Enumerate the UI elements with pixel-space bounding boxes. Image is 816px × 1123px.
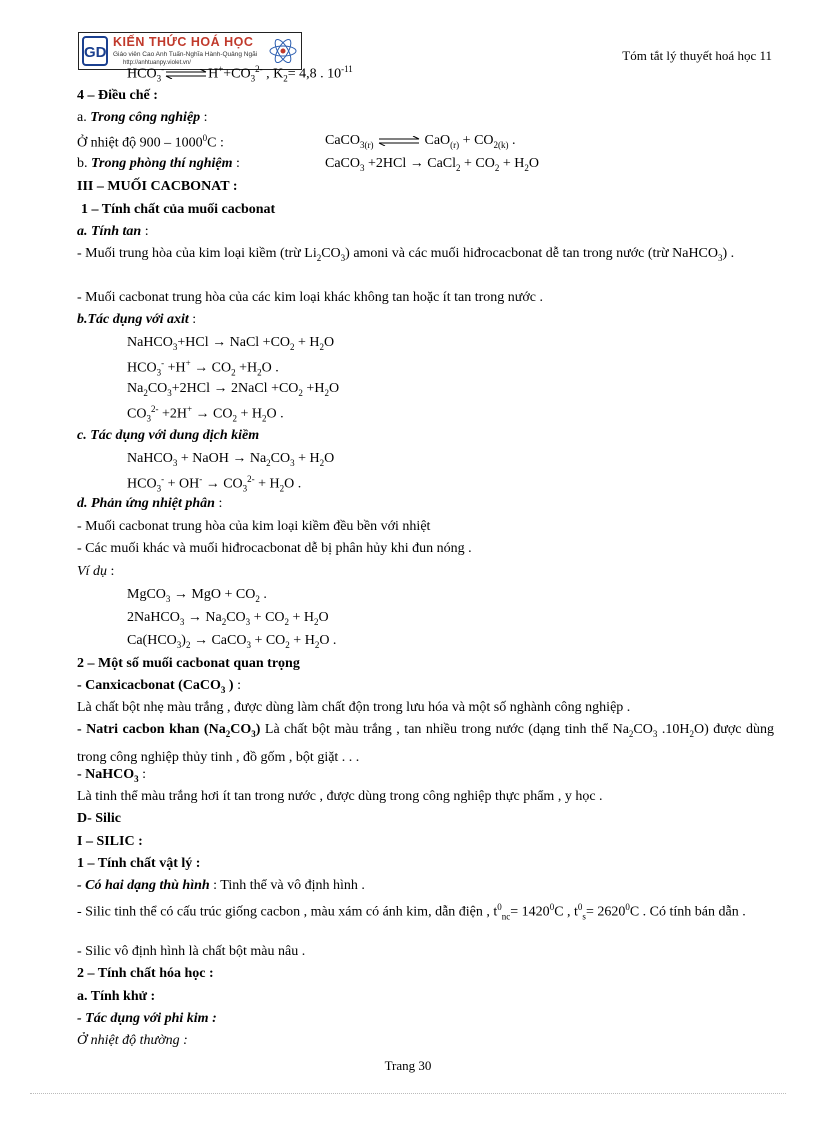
footer-divider: [30, 1093, 786, 1094]
d-equation-1: MgCO$_3$ → MgO + $CO_2$ .: [127, 587, 267, 604]
document-title: Tóm tắt lý thuyết hoá học 11: [622, 48, 772, 63]
a-paragraph-2: - Muối cacbonat trung hòa của các kim loại khác không tan hoặc ít tan trong nước .: [77, 290, 543, 305]
logo-subtitle: Giáo viên Cao Anh Tuấn-Nghĩa Hành-Quảng Ngãi: [113, 51, 258, 58]
b-equation-1: NaHCO$_3$+HCl → NaCl $+CO_2 + H_2O$: [127, 335, 335, 352]
c-equation-1: NaHCO$_3$ + NaOH → $Na_2CO_3 + H_2O$: [127, 451, 335, 468]
logo-title: KIẾN THỨC HOÁ HỌC: [113, 35, 254, 49]
d-title: d. Phản ứng nhiệt phân :: [77, 496, 223, 511]
chemical-title: 2 – Tính chất hóa học :: [77, 966, 214, 981]
na2co3-paragraph: - Natri cacbon khan $(Na_2CO_3)$ Là chất bột màu trắng , tan nhiều trong nước (dạng tinh thể $Na_2CO_3$ $.10H_2O$) được dùng trong công nghiệp thủy tinh , đồ gốm , bột giặt . . .: [77, 722, 774, 765]
physical-paragraph-3: - Silic vô định hình là chất bột màu nâu .: [77, 944, 306, 959]
section-iii-2-title: 2 – Một số muối cacbonat quan trọng: [77, 656, 300, 671]
a-title: a. Tính tan :: [77, 224, 149, 239]
section-iii-title: III – MUỐI CACBONAT :: [77, 179, 238, 194]
lab-equation: CaCO$_3$ +2HCl → CaCl$_2$ + $CO_2 + H_2O$: [325, 156, 539, 173]
equilibrium-arrow-icon: [377, 136, 421, 146]
c-title: c. Tác dụng với dung dịch kiềm: [77, 428, 260, 443]
c-equation-2: $HCO_3^- + OH^- \to CO_3^{2-} + H_2O$ .: [127, 474, 302, 494]
room-temp-label: Ở nhiệt độ thường :: [77, 1033, 188, 1048]
example-label: Ví dụ :: [77, 564, 115, 579]
k2-equation: $HCO_3^-$ $H^++CO_3^{2-}$ , $K_2= 4,8$ . $10^{-11}$: [127, 64, 353, 84]
lab-heading: b. Trong phòng thí nghiệm :: [77, 156, 240, 171]
atom-icon: [268, 36, 298, 66]
physical-paragraph-2: - Silic tinh thể có cấu trúc giống cacbon , màu xám có ánh kim, dẫn điện , $t^0_{nc}= 1420^0C$ , $t^0_s= 2620^0C$ . Có tính bán dẫn .: [77, 902, 746, 922]
silic-title: I – SILIC :: [77, 834, 143, 849]
nonmetal-title: - Tác dụng với phi kim :: [77, 1011, 217, 1026]
d-equation-2: 2NaHCO$_3$ → $Na_2CO_3 + CO_2 + H_2O$: [127, 610, 329, 627]
d-equation-3: $Ca(HCO_3)_2$ → CaCO$_3$ + $CO_2 + H_2O$ .: [127, 633, 337, 650]
nahco3-heading: - NaHCO$_3$ :: [77, 767, 147, 784]
section-4-title: 4 – Điều chế :: [77, 88, 158, 103]
b-equation-3: $Na_2CO_3+2HCl$ → 2NaCl $+CO_2 +H_2O$: [127, 381, 340, 398]
b-equation-4: $CO_3^{2-} +2H^+ \to CO_2 + H_2O$ .: [127, 404, 284, 424]
section-d-title: D- Silic: [77, 811, 121, 826]
b-equation-2: $HCO_3^- +H^+ \to CO_2 +H_2O$ .: [127, 358, 279, 378]
physical-title: 1 – Tính chất vật lý :: [77, 856, 201, 871]
reducing-title: a. Tính khử :: [77, 989, 156, 1004]
page-number: Trang 30: [384, 1058, 432, 1073]
caco3-heading: - Canxicacbonat (CaCO$_3$ ) :: [77, 678, 241, 695]
b-title: b.Tác dụng với axit :: [77, 312, 197, 327]
equilibrium-arrow-icon: [164, 69, 208, 79]
nahco3-text: Là tinh thể màu trắng hơi ít tan trong nước , được dùng trong công nghiệp thực phẩm , y học .: [77, 789, 603, 804]
logo-url: http://anhtuanpy.violet.vn/: [123, 60, 191, 66]
logo-mark: GD: [82, 36, 108, 66]
caco3-decomposition-equation: CaCO$_{3(r)}$ $CaO_{(r)} + CO_{2(k)}$ .: [325, 133, 516, 150]
industry-heading: a. Trong công nghiệp :: [77, 110, 208, 125]
d-paragraph-2: - Các muối khác và muối hiđrocacbonat dễ bị phân hủy khi đun nóng .: [77, 541, 472, 556]
d-paragraph-1: - Muối cacbonat trung hòa của kim loại kiềm đều bền với nhiệt: [77, 519, 431, 534]
temperature-line: Ở nhiệt độ 900 – 1000$^0$C :: [77, 133, 224, 151]
section-iii-1-title: 1 – Tính chất của muối cacbonat: [81, 202, 276, 217]
physical-paragraph-1: - Có hai dạng thù hình : Tinh thể và vô định hình .: [77, 878, 365, 893]
a-paragraph-1: - Muối trung hòa của kim loại kiềm (trừ $Li_2CO_3$) amoni và các muối hiđrocacbonat dễ tan trong nước (trừ NaHCO$_3$) .: [77, 246, 735, 263]
caco3-text: Là chất bột nhẹ màu trắng , được dùng làm chất độn trong lưu hóa và một số nghành công nghiệp .: [77, 700, 631, 715]
